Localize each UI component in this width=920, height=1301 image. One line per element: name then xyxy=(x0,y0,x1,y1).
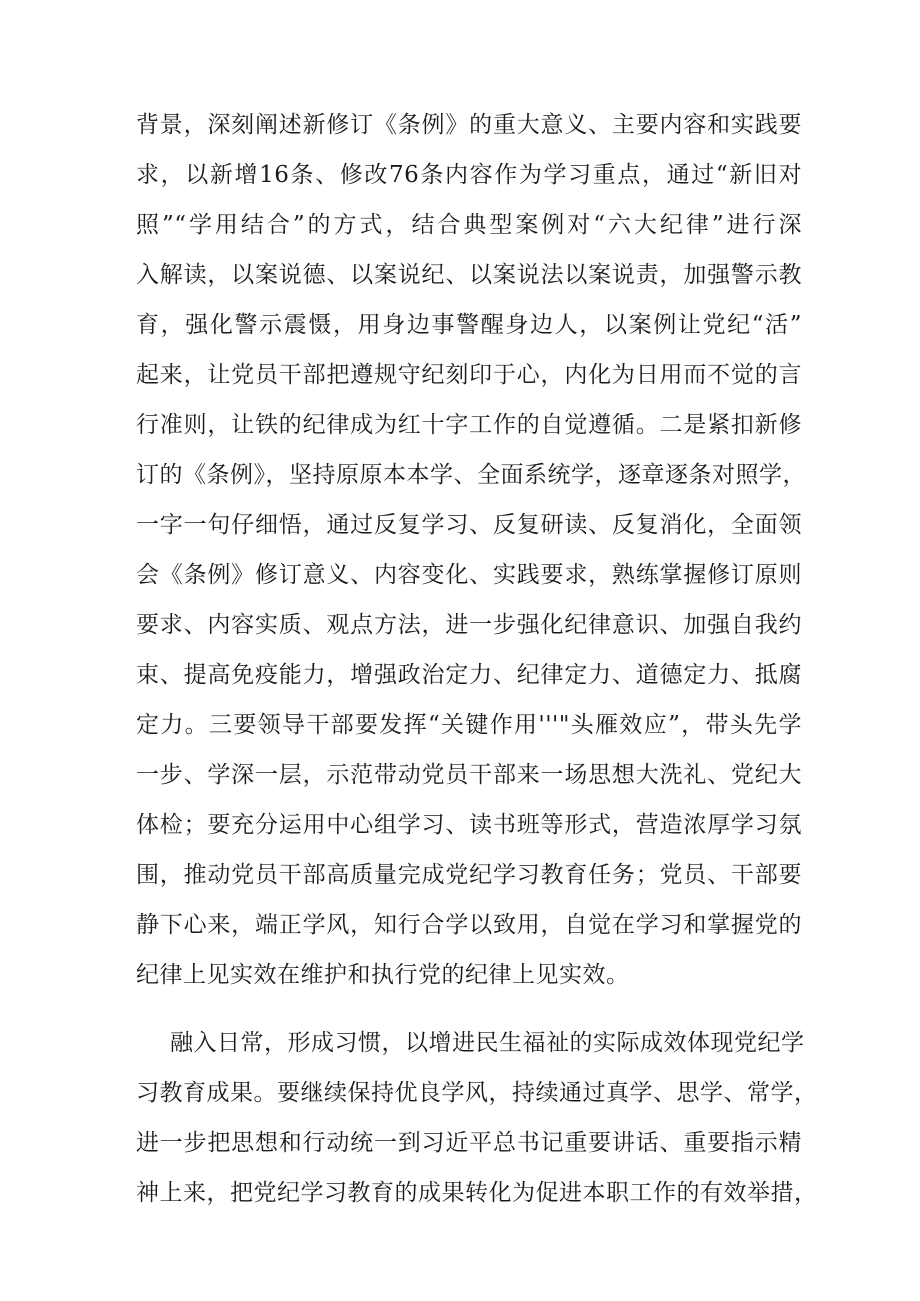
text-line: 融入日常，形成习惯，以增进民生福祉的实际成效体现党纪学 xyxy=(170,1030,805,1056)
text-line: 围，推动党员干部高质量完成党纪学习教育任务；党员、干部要 xyxy=(136,862,802,888)
paragraph-gap xyxy=(136,1000,802,1018)
text-line: 求，以新增16条、修改76条内容作为学习重点，通过“新旧对 xyxy=(136,162,802,188)
text-line: 一步、学深一层，示范带动党员干部来一场思想大洗礼、党纪大 xyxy=(136,762,802,788)
text-line: 定力。三要领导干部要发挥“关键作用'''"头雁效应”，带头先学 xyxy=(136,712,802,738)
text-line: 行准则，让铁的纪律成为红十字工作的自觉遵循。二是紧扣新修 xyxy=(136,412,802,438)
text-line: 束、提高免疫能力，增强政治定力、纪律定力、道德定力、抵腐 xyxy=(136,662,802,688)
text-line: 静下心来，端正学风，知行合学以致用，自觉在学习和掌握党的 xyxy=(136,912,802,938)
text-line: 体检；要充分运用中心组学习、读书班等形式，营造浓厚学习氛 xyxy=(136,812,802,838)
text-line: 背景，深刻阐述新修订《条例》的重大意义、主要内容和实践要 xyxy=(136,112,802,138)
paragraph-2 xyxy=(136,1018,818,1218)
text-line: 订的《条例》，坚持原原本本学、全面系统学，逐章逐条对照学， xyxy=(136,462,806,488)
document-body xyxy=(136,100,818,1218)
text-line: 进一步把思想和行动统一到习近平总书记重要讲话、重要指示精 xyxy=(136,1130,802,1156)
paragraph-1 xyxy=(136,100,806,1000)
text-line: 起来，让党员干部把遵规守纪刻印于心，内化为日用而不觉的言 xyxy=(136,362,802,388)
text-line: 会《条例》修订意义、内容变化、实践要求，熟练掌握修订原则 xyxy=(136,562,802,588)
text-line: 育，强化警示震慑，用身边事警醒身边人，以案例让党纪“活” xyxy=(136,312,802,338)
text-line: 照”“学用结合”的方式，结合典型案例对“六大纪律”进行深 xyxy=(136,212,802,238)
text-line: 纪律上见实效在维护和执行党的纪律上见实效。 xyxy=(136,962,630,988)
text-line: 神上来，把党纪学习教育的成果转化为促进本职工作的有效举措， xyxy=(136,1180,818,1206)
text-line: 一字一句仔细悟，通过反复学习、反复研读、反复消化，全面领 xyxy=(136,512,802,538)
text-line: 入解读，以案说德、以案说纪、以案说法以案说责，加强警示教 xyxy=(136,262,802,288)
text-line: 习教育成果。要继续保持优良学风，持续通过真学、思学、常学， xyxy=(136,1080,818,1106)
text-line: 要求、内容实质、观点方法，进一步强化纪律意识、加强自我约 xyxy=(136,612,802,638)
